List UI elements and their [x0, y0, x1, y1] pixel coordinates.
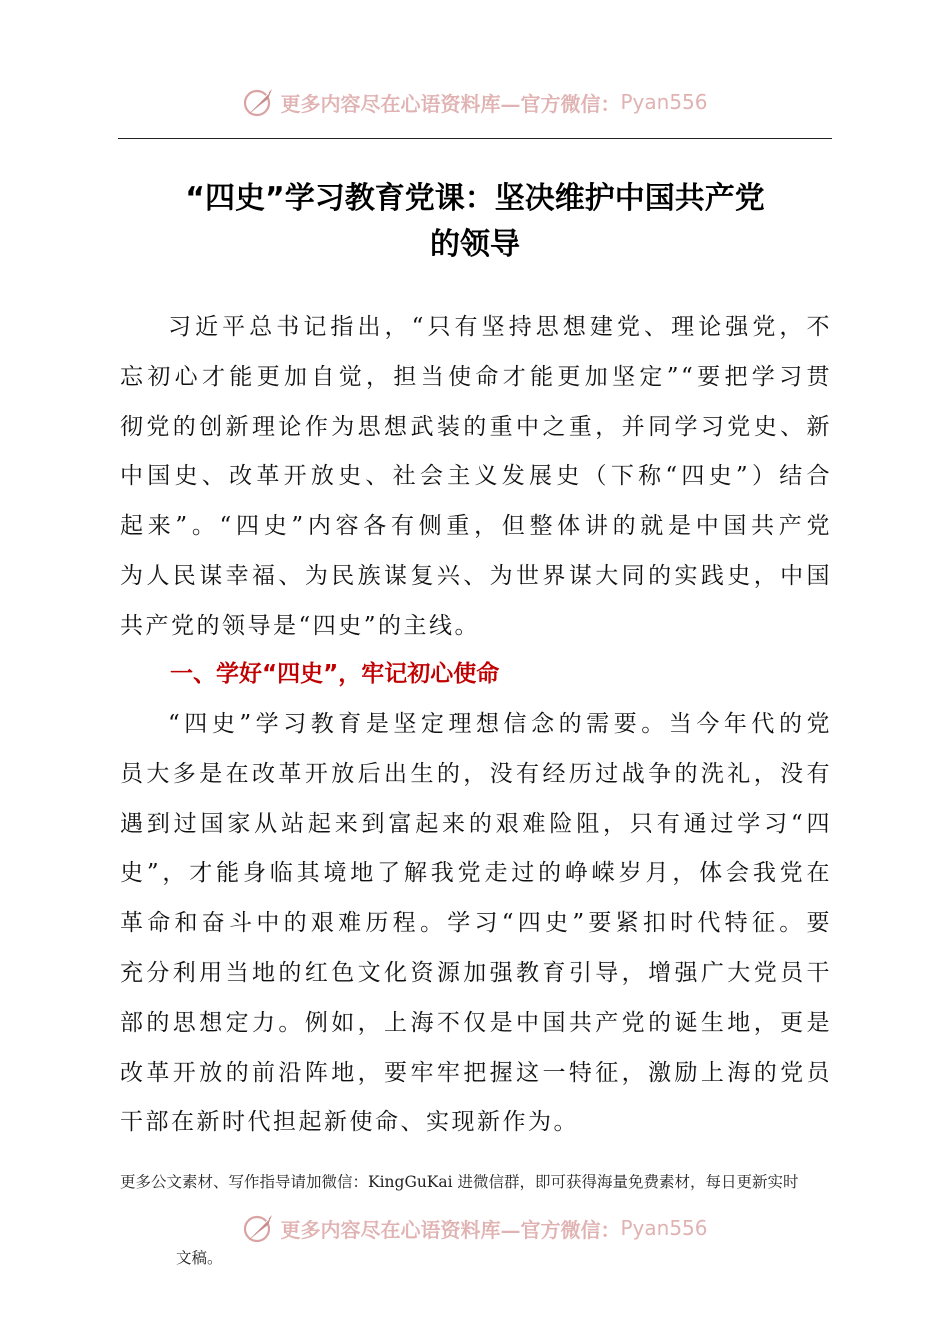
footer-watermark — [0, 1208, 950, 1248]
section-line: 员大多是在改革开放后出生的，没有经历过战争的洗礼，没有 — [120, 760, 832, 787]
section-line: 史”，才能身临其境地了解我党走过的峥嵘岁月，体会我党在 — [120, 860, 832, 887]
section-line: 革命和奋斗中的艰难历程。学习“四史”要紧扣时代特征。要 — [120, 910, 832, 937]
section-line: 干部在新时代担起新使命、实现新作为。 — [120, 1109, 579, 1136]
watermark-wechat-id: Pyan556 — [620, 1216, 708, 1240]
watermark-text: 更多内容尽在心语资料库—官方微信： — [280, 1217, 621, 1242]
title-line-1: “四史”学习教育党课：坚决维护中国共产党 — [185, 181, 765, 216]
intro-line: 忘初心才能更加自觉，担当使命才能更加坚定”“要把学习贯 — [120, 363, 832, 390]
header-watermark — [0, 82, 950, 122]
header-divider — [118, 138, 832, 139]
intro-line: 为人民谋幸福、为民族谋复兴、为世界谋大同的实践史，中国 — [120, 562, 832, 589]
quill-logo-icon — [242, 1211, 276, 1245]
title-line-2: 的领导 — [430, 227, 520, 262]
intro-line: 共产党的领导是“四史”的主线。 — [120, 612, 481, 639]
intro-line: 起来”。“四史”内容各有侧重，但整体讲的就是中国共产党 — [120, 513, 832, 540]
section-line: 部的思想定力。例如，上海不仅是中国共产党的诞生地，更是 — [120, 1009, 832, 1036]
section-line: 遇到过国家从站起来到富起来的艰难险阻，只有通过学习“四 — [120, 810, 832, 837]
quill-logo-icon — [242, 85, 276, 119]
section-line: “四史”学习教育是坚定理想信念的需要。当今年代的党 — [168, 711, 832, 737]
watermark-text: 更多内容尽在心语资料库—官方微信： — [280, 91, 621, 116]
intro-paragraph — [120, 303, 832, 652]
section-paragraph — [120, 700, 832, 1148]
document-title — [118, 176, 832, 268]
section-heading: 一、学好“四史”，牢记初心使命 — [170, 661, 500, 687]
intro-line: 中国史、改革开放史、社会主义发展史（下称“四史”）结合 — [120, 463, 832, 490]
footer-tail: 文稿。 — [176, 1249, 223, 1267]
section-line: 充分利用当地的红色文化资源加强教育引导，增强广大党员干 — [120, 959, 832, 986]
intro-line: 彻党的创新理论作为思想武装的重中之重，并同学习党史、新 — [120, 413, 832, 440]
watermark-wechat-id: Pyan556 — [620, 90, 708, 114]
section-line: 改革开放的前沿阵地，要牢牢把握这一特征，激励上海的党员 — [120, 1059, 832, 1086]
intro-line: 习近平总书记指出，“只有坚持思想建党、理论强党，不 — [168, 314, 832, 340]
footer-note: 更多公文素材、写作指导请加微信：KingGuKai 进微信群，即可获得海量免费素材，每日更新实时 — [120, 1173, 799, 1191]
